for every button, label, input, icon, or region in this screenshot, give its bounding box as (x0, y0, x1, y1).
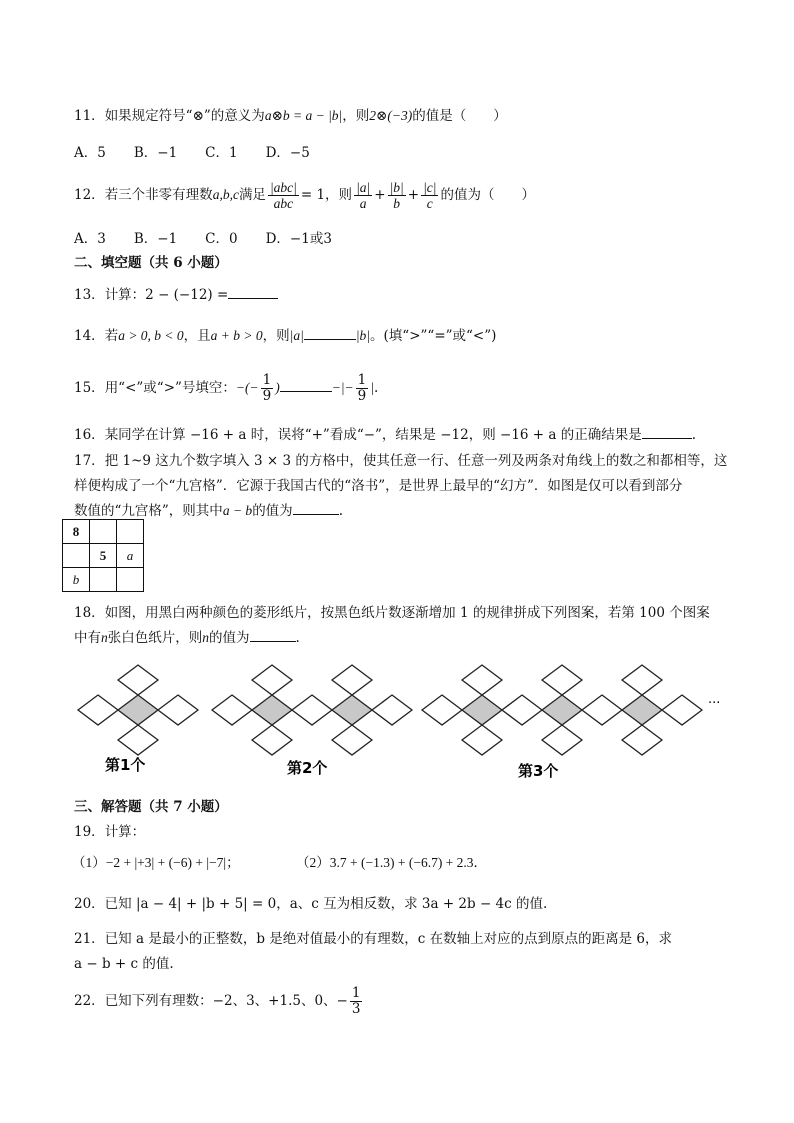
option-c: C．1 (205, 145, 238, 161)
white-rhombus (622, 665, 662, 695)
white-rhombus (462, 665, 502, 695)
grid-cell: b (63, 568, 90, 592)
grid-cell (90, 520, 117, 544)
section-heading: 二、填空题（共 6 小题） (74, 255, 228, 271)
question-16: 16．某同学在计算 −16 + a 时，误将“+”看成“−”，结果是 −12，则 −16 + a 的正确结果是 . (74, 427, 697, 443)
option-a: A．3 (74, 231, 106, 247)
question-18-line-2: 中有n张白色纸片，则n的值为 . (74, 630, 300, 646)
answer-blank[interactable] (642, 426, 692, 439)
fraction: $\frac{\text{|abc|}}{\text{abc}}$ (269, 180, 297, 211)
question-22: 22．已知下列有理数：−2、3、+1.5、0、− $\frac{1}{3}$ (74, 985, 361, 1017)
question-21-line-1: 21．已知 a 是最小的正整数，b 是绝对值最小的有理数，c 在数轴上对应的点到原点的距离是 6，求 (74, 931, 672, 947)
black-rhombus (252, 695, 292, 725)
white-rhombus (158, 695, 198, 725)
fraction: $\frac{|a|}{a}$ (356, 180, 371, 211)
definition-formula: a⊗b = a − |b| (264, 108, 343, 123)
white-rhombus (622, 725, 662, 755)
option-d: D．−1或3 (265, 231, 332, 247)
answer-blank[interactable] (228, 286, 278, 299)
answer-blank[interactable] (250, 629, 296, 642)
figure-label-3: 第3个 (518, 762, 559, 780)
option-c: C．0 (205, 231, 238, 247)
ellipsis: ··· (708, 696, 721, 711)
white-rhombus (118, 665, 158, 695)
white-rhombus (78, 695, 118, 725)
black-rhombus (462, 695, 502, 725)
option-d: D．−5 (265, 145, 310, 161)
white-rhombus (372, 695, 412, 725)
grid-cell (63, 544, 90, 568)
white-rhombus (662, 695, 702, 725)
question-19: 19．计算： (74, 824, 146, 840)
grid-cell (117, 520, 144, 544)
option-a: A．5 (74, 145, 106, 161)
question-18-line-1: 18．如图，用黑白两种颜色的菱形纸片，按黑色纸片数逐渐增加 1 的规律拼成下列图案，若第 100 个图案 (74, 605, 710, 621)
white-rhombus (332, 665, 372, 695)
question-20: 20．已知 |a − 4| + |b + 5| = 0，a、c 互为相反数，求 3a + 2b − 4c 的值. (74, 896, 548, 912)
section-heading: 三、解答题（共 7 小题） (74, 799, 228, 815)
white-rhombus (252, 725, 292, 755)
part-1: （1）−2 + |+3| + (−6) + |−7|； (72, 855, 240, 870)
grid-row (63, 568, 144, 592)
answer-blank[interactable] (293, 502, 339, 515)
white-rhombus (212, 695, 252, 725)
question-17-line-1: 17．把 1~9 这九个数字填入 3 × 3 的方格中，使其任意一行、任意一列及两条对角线上的数之和都相等，这 (74, 453, 728, 469)
answer-blank[interactable] (304, 327, 356, 340)
grid-cell: 8 (63, 520, 90, 544)
grid-cell (117, 568, 144, 592)
fraction: $\frac{1}{9}$ (262, 372, 272, 404)
question-17-line-2: 样便构成了一个“九宫格”．它源于我国古代的“洛书”，是世界上最早的“幻方”．如图是仅可以看到部分 (74, 478, 683, 494)
option-b: B．−1 (133, 145, 178, 161)
figure-label-1: 第1个 (105, 756, 146, 774)
magic-square-grid (62, 519, 144, 592)
black-rhombus (118, 695, 158, 725)
question-15: 15．用“<”或“>”号填空：−(− $\frac{1}{9}$ ) −|− $\frac{1}{9}$ |. (74, 372, 379, 404)
grid-cell (90, 568, 117, 592)
answer-blank[interactable] (280, 379, 332, 392)
white-rhombus (542, 665, 582, 695)
white-rhombus (292, 695, 332, 725)
white-rhombus (542, 725, 582, 755)
question-17-line-3: 数值的“九宫格”，则其中a − b的值为 . (74, 503, 343, 519)
figure-label-2: 第2个 (287, 759, 328, 777)
question-number: 11． (74, 108, 105, 124)
rhombus-pattern-figure (72, 663, 732, 788)
part-2: （2）3.7 + (−1.3) + (−6.7) + 2.3． (296, 855, 488, 870)
white-rhombus (462, 725, 502, 755)
question-11-options (74, 143, 338, 163)
white-rhombus (422, 695, 462, 725)
fraction: $\frac{1}{9}$ (357, 372, 367, 404)
question-19-parts (72, 853, 487, 873)
grid-cell: 5 (90, 544, 117, 568)
question-13: 13．计算：2 − (−12) = (74, 285, 278, 305)
question-12-options (74, 229, 360, 249)
black-rhombus (542, 695, 582, 725)
grid-row (63, 544, 144, 568)
option-b: B．−1 (133, 231, 178, 247)
white-rhombus (502, 695, 542, 725)
question-12: 12．若三个非零有理数a,b,c满足 $\frac{\text{|abc|}}{\text{abc}}$ = 1，则 $\frac{|a|}{a}$ + $\frac{|b|}{b}$ + $\frac{|c|}{c}$ 的值为（ ） (74, 180, 535, 211)
grid-row (63, 520, 144, 544)
question-14: 14．若a > 0, b < 0，且a + b > 0，则|a| |b|。(填“>”“=”或“<”) (74, 328, 497, 344)
black-rhombus (622, 695, 662, 725)
fraction: $\frac{|b|}{b}$ (389, 180, 404, 211)
fraction: $\frac{1}{3}$ (351, 985, 361, 1017)
question-11: 11．如果规定符号“⊗”的意义为a⊗b = a − |b|，则2⊗(−3)的值是（ ） (74, 108, 507, 124)
white-rhombus (118, 725, 158, 755)
white-rhombus (252, 665, 292, 695)
grid-cell: a (117, 544, 144, 568)
question-21-line-2: a − b + c 的值. (74, 956, 174, 972)
white-rhombus (582, 695, 622, 725)
fraction: $\frac{|c|}{c}$ (423, 180, 437, 211)
black-rhombus (332, 695, 372, 725)
white-rhombus (332, 725, 372, 755)
